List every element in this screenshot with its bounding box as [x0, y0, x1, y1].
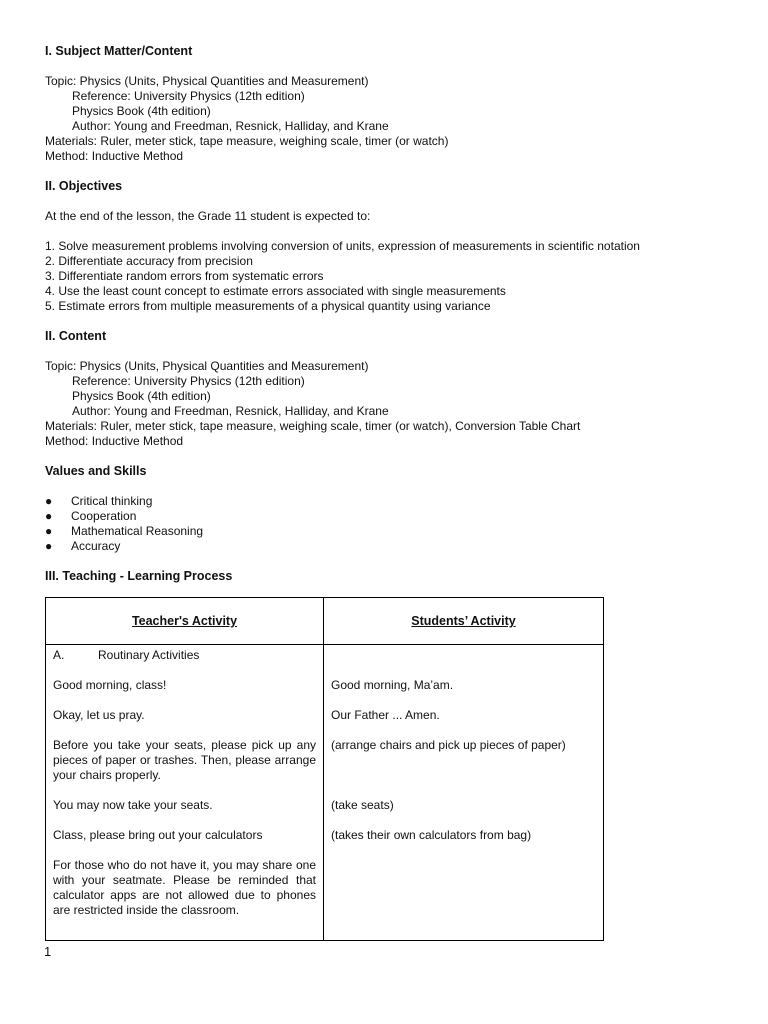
- bullet-icon: ●: [45, 494, 53, 508]
- content-book-line: Physics Book (4th edition): [72, 389, 211, 403]
- teacher-activity-header: Teacher's Activity: [46, 598, 324, 645]
- objective-item: 2. Differentiate accuracy from precision: [45, 254, 253, 268]
- author-line: Author: Young and Freedman, Resnick, Halliday, and Krane: [72, 119, 389, 133]
- teacher-line: Class, please bring out your calculators: [53, 828, 263, 842]
- materials-line: Materials: Ruler, meter stick, tape measure, weighing scale, timer (or watch): [45, 134, 449, 148]
- reference-line: Reference: University Physics (12th edition): [72, 89, 305, 103]
- objectives-intro: At the end of the lesson, the Grade 11 student is expected to:: [45, 209, 371, 223]
- list-item: ● Cooperation: [45, 509, 137, 523]
- list-item: ● Critical thinking: [45, 494, 153, 508]
- student-line: (take seats): [331, 798, 394, 812]
- values-list: [45, 494, 645, 554]
- table-row: [46, 645, 604, 941]
- objectives-heading: II. Objectives: [45, 179, 123, 193]
- page-number: 1: [44, 944, 52, 959]
- list-item: ● Mathematical Reasoning: [45, 524, 204, 538]
- content-heading: II. Content: [45, 329, 107, 343]
- objective-item: 3. Differentiate random errors from systematic errors: [45, 269, 324, 283]
- student-line: (arrange chairs and pick up pieces of paper): [331, 738, 566, 752]
- teacher-line: You may now take your seats.: [53, 798, 213, 812]
- content-materials-line: Materials: Ruler, meter stick, tape measure, weighing scale, timer (or watch), Conversion Table Chart: [45, 419, 581, 433]
- teacher-activity-cell: [46, 645, 324, 941]
- topic-line: Topic: Physics (Units, Physical Quantities and Measurement): [45, 74, 369, 88]
- student-line: Our Father ... Amen.: [331, 708, 440, 722]
- bullet-icon: ●: [45, 524, 53, 538]
- book-line: Physics Book (4th edition): [72, 104, 211, 118]
- student-line: (takes their own calculators from bag): [331, 828, 532, 842]
- teaching-process-heading: III. Teaching - Learning Process: [45, 569, 233, 583]
- values-skills-heading: Values and Skills: [45, 464, 147, 478]
- teacher-line: For those who do not have it, you may share one with your seatmate. Please be reminded that calculator apps are not allowed due to phones are restricted inside the classroom.: [53, 858, 316, 917]
- content-reference-line: Reference: University Physics (12th edition): [72, 374, 305, 388]
- list-item: ● Accuracy: [45, 539, 121, 553]
- activity-table: [45, 597, 604, 941]
- content-author-line: Author: Young and Freedman, Resnick, Halliday, and Krane: [72, 404, 389, 418]
- table-header-row: [46, 598, 604, 645]
- objective-item: 1. Solve measurement problems involving conversion of units, expression of measurements in scientific notation: [45, 239, 640, 253]
- content-topic-line: Topic: Physics (Units, Physical Quantities and Measurement): [45, 359, 369, 373]
- content-method-line: Method: Inductive Method: [45, 434, 184, 448]
- objective-item: 5. Estimate errors from multiple measurements of a physical quantity using variance: [45, 299, 491, 313]
- teacher-line: Okay, let us pray.: [53, 708, 145, 722]
- method-line: Method: Inductive Method: [45, 149, 184, 163]
- subject-matter-heading: I. Subject Matter/Content: [45, 44, 193, 58]
- teacher-line: Before you take your seats, please pick up any pieces of paper or trashes. Then, please arrange your chairs properly.: [53, 738, 316, 782]
- teacher-line: Good morning, class!: [53, 678, 167, 692]
- routine-title: A. Routinary Activities: [53, 648, 200, 662]
- bullet-icon: ●: [45, 509, 53, 523]
- student-line: Good morning, Ma’am.: [331, 678, 454, 692]
- students-activity-cell: [324, 645, 604, 941]
- objective-item: 4. Use the least count concept to estimate errors associated with single measurements: [45, 284, 506, 298]
- students-activity-header: Students’ Activity: [324, 598, 604, 645]
- document-page: [45, 44, 645, 584]
- bullet-icon: ●: [45, 539, 53, 553]
